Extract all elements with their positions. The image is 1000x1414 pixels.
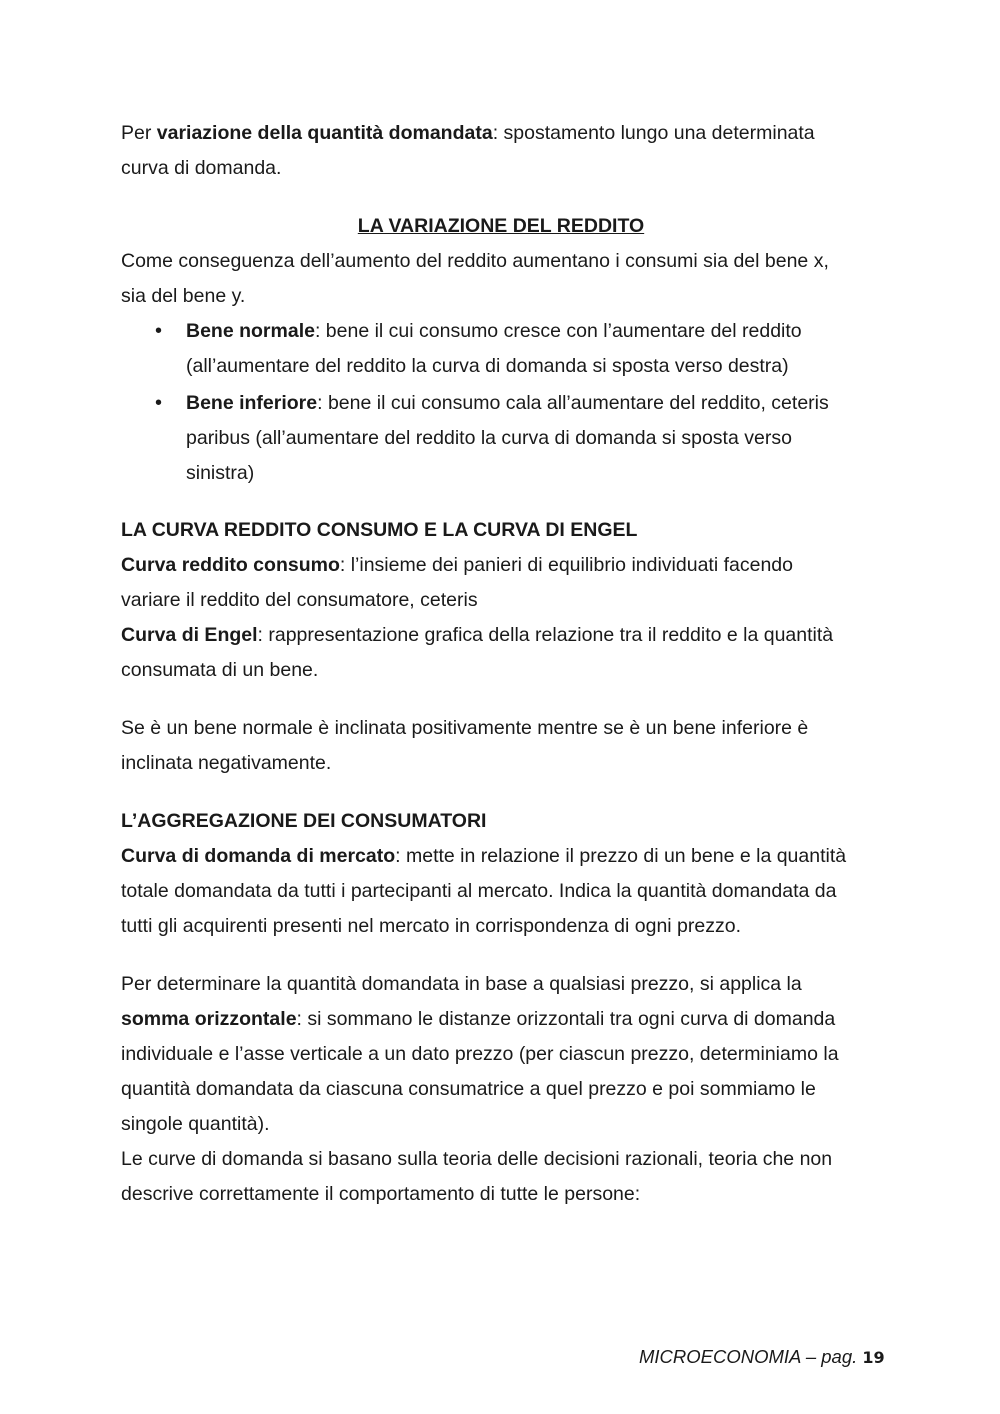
paragraph-line: consumata di un bene.	[121, 659, 319, 681]
bold-term: Bene normale	[186, 320, 315, 342]
paragraph-line: Come conseguenza dell’aumento del reddito aumentano i consumi sia del bene x,	[121, 250, 829, 272]
paragraph-line	[121, 844, 846, 868]
bold-term: somma orizzontale	[121, 1008, 297, 1030]
section-heading: L’AGGREGAZIONE DEI CONSUMATORI	[121, 810, 487, 832]
paragraph-line: totale domandata da tutti i partecipanti al mercato. Indica la quantità domandata da	[121, 880, 837, 902]
paragraph-line: sia del bene y.	[121, 285, 246, 307]
bullet-icon: •	[155, 320, 163, 342]
page-number: 19	[862, 1348, 885, 1367]
text: : bene il cui consumo cresce con l’aumentare del reddito	[314, 320, 802, 342]
footer-title: MICROECONOMIA – pag.	[639, 1346, 858, 1367]
document-page	[121, 0, 881, 1414]
paragraph-line: quantità domandata da ciascuna consumatrice a quel prezzo e poi sommiamo le	[121, 1078, 816, 1100]
text: : mette in relazione il prezzo di un bene e la quantità	[395, 845, 847, 867]
paragraph-line	[121, 121, 815, 145]
list-item-line	[186, 391, 829, 415]
text: : bene il cui consumo cala all’aumentare del reddito, ceteris	[317, 392, 829, 414]
bold-term: Curva di domanda di mercato	[121, 845, 396, 867]
paragraph-line: Per determinare la quantità domandata in base a qualsiasi prezzo, si applica la	[121, 973, 802, 995]
page-footer	[639, 1345, 885, 1370]
text: : rappresentazione grafica della relazione tra il reddito e la quantità	[257, 624, 834, 646]
paragraph-line	[121, 1007, 835, 1031]
text: Per	[121, 122, 157, 144]
paragraph-line: singole quantità).	[121, 1113, 270, 1135]
paragraph-line: tutti gli acquirenti presenti nel mercato in corrispondenza di ogni prezzo.	[121, 915, 742, 937]
bold-term: Curva reddito consumo	[121, 554, 340, 576]
list-item-line: (all’aumentare del reddito la curva di domanda si sposta verso destra)	[186, 355, 789, 377]
bold-term: variazione della quantità domandata	[156, 122, 493, 144]
paragraph-line: variare il reddito del consumatore, ceteris	[121, 589, 478, 611]
text: : si sommano le distanze orizzontali tra ogni curva di domanda	[296, 1008, 836, 1030]
paragraph-line: individuale e l’asse verticale a un dato prezzo (per ciascun prezzo, determiniamo la	[121, 1043, 839, 1065]
section-heading: LA CURVA REDDITO CONSUMO E LA CURVA DI ENGEL	[121, 519, 638, 541]
list-item-line: paribus (all’aumentare del reddito la curva di domanda si sposta verso	[186, 427, 792, 449]
paragraph-line: inclinata negativamente.	[121, 752, 332, 774]
paragraph-line	[121, 553, 793, 577]
list-item-line: sinistra)	[186, 462, 255, 484]
paragraph-line: Le curve di domanda si basano sulla teoria delle decisioni razionali, teoria che non	[121, 1148, 833, 1170]
paragraph-line	[121, 623, 833, 647]
paragraph-line: Se è un bene normale è inclinata positivamente mentre se è un bene inferiore è	[121, 717, 809, 739]
paragraph-line: descrive correttamente il comportamento di tutte le persone:	[121, 1183, 641, 1205]
paragraph-line: curva di domanda.	[121, 157, 282, 179]
text: : l’insieme dei panieri di equilibrio individuati facendo	[339, 554, 793, 576]
list-item-line	[186, 319, 802, 343]
bold-term: Bene inferiore	[186, 392, 318, 414]
section-heading: LA VARIAZIONE DEL REDDITO	[357, 215, 645, 237]
text: : spostamento lungo una determinata	[492, 122, 815, 144]
bold-term: Curva di Engel	[121, 624, 258, 646]
bullet-icon: •	[155, 392, 163, 414]
